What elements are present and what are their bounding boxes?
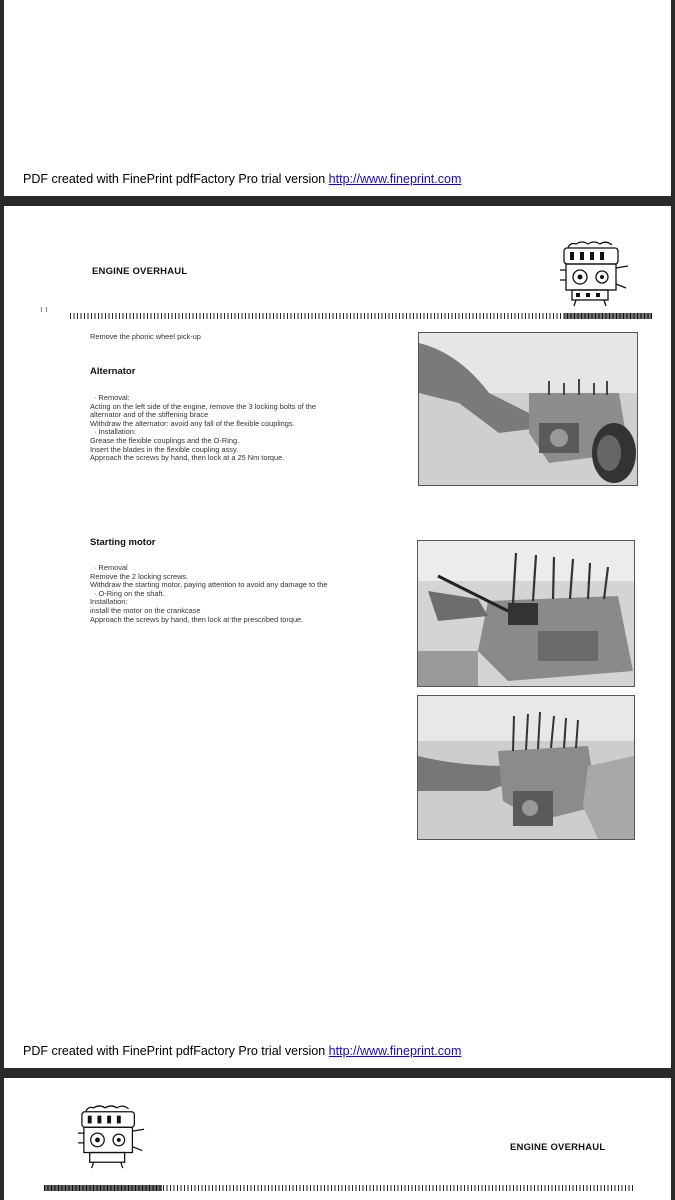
starting-motor-line: Remove the 2 locking screws. — [90, 571, 189, 581]
intro-text: Remove the phonic wheel pick-up — [90, 332, 201, 341]
starting-motor-line: · O-Ring on the shaft. — [94, 588, 165, 598]
alternator-line: · Installation: — [94, 427, 136, 437]
fineprint-link[interactable]: http://www.fineprint.com — [328, 172, 462, 186]
pdf-page-current — [4, 206, 671, 1068]
alternator-line: Acting on the left side of the engine, remove the 3 locking bolts of the — [90, 401, 316, 411]
starting-motor-line: Withdraw the starting motor, paying attention to avoid any damage to the — [90, 580, 328, 590]
starting-motor-photo-1 — [417, 540, 635, 687]
alternator-line: Insert the blades in the flexible coupling assy. — [90, 444, 239, 454]
alternator-heading: Alternator — [90, 366, 136, 377]
page-header-title: ENGINE OVERHAUL — [92, 266, 188, 277]
alternator-text — [90, 394, 415, 463]
header-rule — [44, 1185, 634, 1191]
starting-motor-line: · Removal — [94, 563, 128, 572]
alternator-photo — [418, 332, 638, 486]
alternator-line: · Removal: — [94, 393, 130, 402]
alternator-line: Withdraw the alternator: avoid any fall of the flexible couplings. — [90, 418, 295, 428]
pdf-page-next — [4, 1078, 671, 1200]
starting-motor-text — [90, 564, 415, 624]
starting-motor-line: Installation: — [90, 597, 128, 607]
fineprint-footer — [23, 172, 461, 186]
footer-text: PDF created with FinePrint pdfFactory Pro trial version — [23, 172, 329, 186]
pdf-page-previous — [4, 0, 671, 196]
alternator-line: Approach the screws by hand, then lock at a 25 Nm torque. — [90, 453, 285, 463]
fineprint-footer — [23, 1044, 461, 1058]
starting-motor-line: install the motor on the crankcase — [90, 605, 201, 615]
engine-logo-icon — [556, 240, 636, 308]
header-rule — [70, 313, 652, 319]
page-header-title: ENGINE OVERHAUL — [510, 1142, 606, 1153]
starting-motor-photo-2 — [417, 695, 635, 840]
starting-motor-line: Approach the screws by hand, then lock at the prescribed torque. — [90, 614, 304, 624]
footer-text: PDF created with FinePrint pdfFactory Pro trial version — [23, 1044, 329, 1058]
fineprint-link[interactable]: http://www.fineprint.com — [328, 1044, 462, 1058]
scan-mark: ı ı — [40, 305, 48, 315]
alternator-line: Grease the flexible couplings and the O-Ring. — [90, 435, 240, 445]
alternator-line: alternator and of the stiffening brace — [90, 410, 209, 420]
engine-logo-icon — [74, 1104, 152, 1170]
starting-motor-heading: Starting motor — [90, 537, 156, 548]
